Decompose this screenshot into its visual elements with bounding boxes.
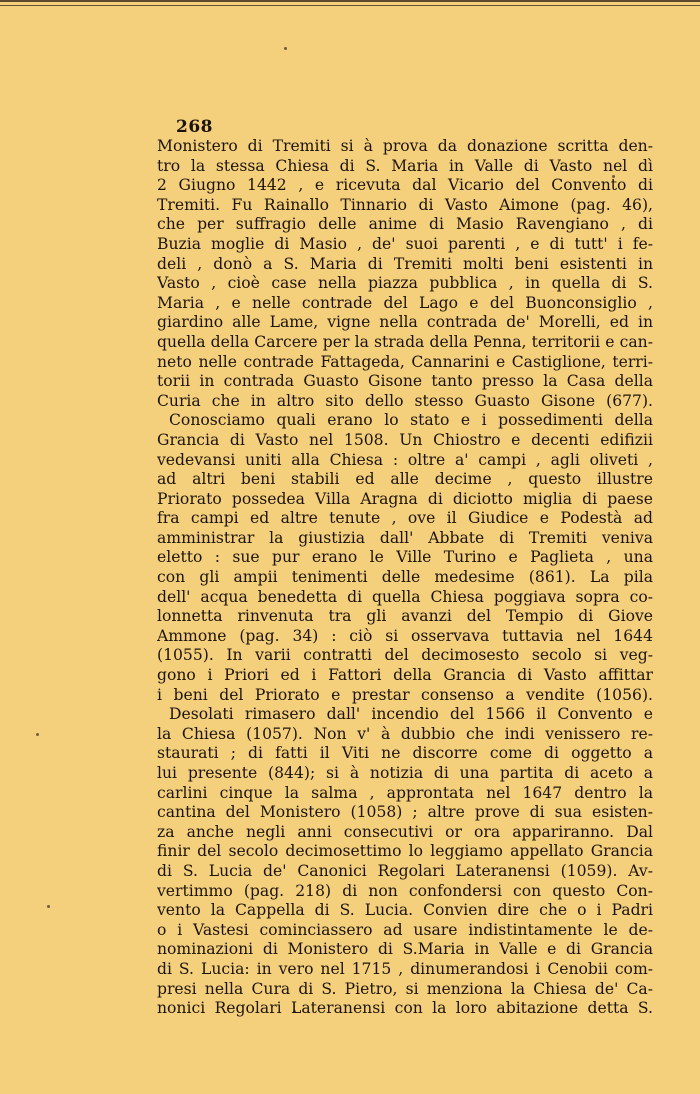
text-line: Maria , e nelle contrade del Lago e del Buonconsiglio , — [157, 293, 653, 312]
text-line: carlini cinque la salma , approntata nel 1647 dentro la — [157, 783, 653, 802]
text-line: Ammone (pag. 34) : ciò si osservava tuttavia nel 1644 — [157, 626, 653, 645]
text-line: o i Vastesi cominciassero ad usare indistintamente le de- — [157, 920, 653, 939]
text-line: Tremiti. Fu Rainallo Tinnario di Vasto Aimone (pag. 46), — [157, 195, 653, 214]
text-line: lui presente (844); si à notizia di una partita di aceto a — [157, 764, 653, 782]
text-line: Conosciamo quali erano lo stato e i possedimenti della — [169, 411, 653, 430]
text-line: staurati ; di fatti il Viti ne discorre come di oggetto a — [157, 744, 653, 763]
text-line: fra campi ed altre tenute , ove il Giudice e Podestà ad — [157, 509, 653, 528]
text-line: dell' acqua benedetta di quella Chiesa poggiava sopra co- — [157, 587, 653, 606]
text-line: nonici Regolari Lateranensi con la loro abitazione detta S. — [157, 999, 653, 1018]
page-number: 268 — [176, 117, 213, 137]
text-line: ad altri beni stabili ed alle decime , questo illustre — [157, 470, 653, 489]
text-line: (1055). In varii contratti del decimosesto secolo si veg- — [157, 646, 653, 665]
text-line: za anche negli anni consecutivi or ora appariranno. Dal — [157, 822, 653, 841]
text-line: lonnetta rinvenuta tra gli avanzi del Tempio di Giove — [157, 607, 653, 626]
body-text — [157, 137, 653, 1019]
text-line: la Chiesa (1057). Non v' à dubbio che indi venissero re- — [157, 724, 653, 743]
text-line: con gli ampii tenimenti delle medesime (861). La pila — [157, 568, 653, 587]
text-line: cantina del Monistero (1058) ; altre prove di sua esisten- — [157, 803, 653, 822]
text-line: che per suffragio delle anime di Masio Ravengiano , di — [157, 215, 653, 234]
ink-speck — [36, 733, 39, 736]
text-line: Desolati rimasero dall' incendio del 1566 il Convento e — [169, 705, 653, 724]
text-line: Curia che in altro sito dello stesso Guasto Gisone (677). — [157, 391, 653, 410]
text-line: i beni del Priorato e prestar consenso a vendite (1056). — [157, 685, 653, 704]
text-line: 2 Giugno 1442 , e ricevuta dal Vicario del Convento di — [157, 176, 653, 195]
text-line: presi nella Cura di S. Pietro, si menziona la Chiesa de' Ca- — [157, 979, 653, 998]
text-line: finir del secolo decimosettimo lo leggiamo appellato Grancia — [157, 842, 653, 861]
ink-speck — [284, 47, 287, 50]
top-border — [0, 0, 700, 12]
text-line: Vasto , cioè case nella piazza pubblica , in quella di S. — [157, 274, 653, 293]
text-line: vento la Cappella di S. Lucia. Convien dire che o i Padri — [157, 901, 653, 920]
text-line: neto nelle contrade Fattageda, Cannarini e Castiglione, terri- — [157, 352, 653, 371]
text-line: giardino alle Lame, vigne nella contrada de' Morelli, ed in — [157, 313, 653, 332]
text-line: di S. Lucia de' Canonici Regolari Lateranensi (1059). Av- — [157, 861, 653, 880]
text-line: Buzia moglie di Masio , de' suoi parenti , e di tutt' i fe- — [157, 234, 653, 253]
text-line: torii in contrada Guasto Gisone tanto presso la Casa della — [157, 372, 653, 391]
text-line: Grancia di Vasto nel 1508. Un Chiostro e decenti edifizii — [157, 430, 653, 449]
text-line: nominazioni di Monistero di S.Maria in Valle e di Grancia — [157, 940, 653, 959]
text-line: di S. Lucia: in vero nel 1715 , dinumerandosi i Cenobii com- — [157, 959, 653, 978]
text-line: quella della Carcere per la strada della Penna, territorii e can- — [157, 332, 653, 351]
text-line: vertimmo (pag. 218) di non confondersi con questo Con- — [157, 881, 653, 900]
text-line: gono i Priori ed i Fattori della Grancia di Vasto affittar — [157, 666, 653, 685]
ink-speck — [47, 905, 50, 908]
text-line: eletto : sue pur erano le Ville Turino e Paglieta , una — [157, 548, 653, 567]
text-line: amministrar la giustizia dall' Abbate di Tremiti veniva — [157, 528, 653, 547]
text-line: Monistero di Tremiti si à prova da donazione scritta den- — [157, 137, 653, 155]
text-line: Priorato possedea Villa Aragna di diciotto miglia di paese — [157, 489, 653, 508]
text-line: tro la stessa Chiesa di S. Maria in Valle di Vasto nel dì — [157, 156, 653, 175]
text-line: deli , donò a S. Maria di Tremiti molti beni esistenti in — [157, 254, 653, 273]
text-line: vedevansi uniti alla Chiesa : oltre a' campi , agli oliveti , — [157, 450, 653, 469]
